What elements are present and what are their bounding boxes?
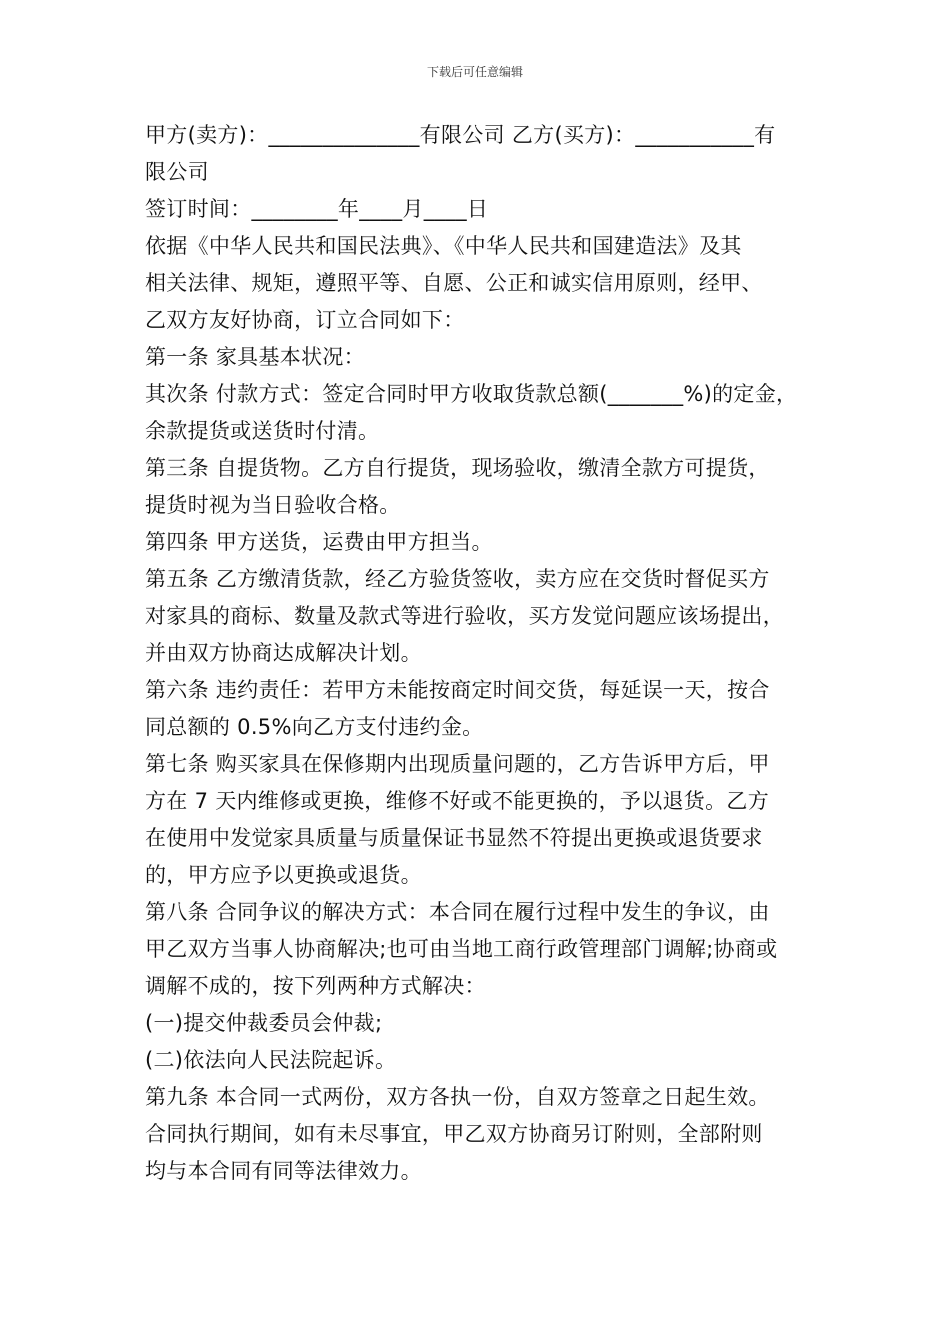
doc-line-article-7: 在使用中发觉家具质量与质量保证书显然不符提出更换或退货要求 xyxy=(145,826,763,850)
doc-line-party-info: 甲方(卖方)：______________有限公司 乙方(买方)：___________有 xyxy=(145,123,776,147)
doc-line-article-1: 第一条 家具基本状况： xyxy=(145,345,365,369)
document-body xyxy=(145,117,825,1190)
doc-line-article-2: 其次条 付款方式：签定合同时甲方收取货款总额(_______%)的定金， xyxy=(145,382,798,406)
doc-line-article-8: 调解不成的，按下列两种方式解决： xyxy=(145,974,486,998)
doc-line-article-5: 对家具的商标、数量及款式等进行验收，买方发觉问题应该场提出， xyxy=(145,604,784,628)
doc-line-article-3: 提货时视为当日验收合格。 xyxy=(145,493,401,517)
doc-line-article-8: 第八条 合同争议的解决方式：本合同在履行过程中发生的争议，由 xyxy=(145,900,770,924)
doc-line-article-9: 合同执行期间，如有未尽事宜，甲乙双方协商另订附则，全部附则 xyxy=(145,1122,763,1146)
doc-line-preamble: 乙双方友好协商，订立合同如下： xyxy=(145,308,465,332)
doc-line-article-7: 的，甲方应予以更换或退货。 xyxy=(145,863,422,887)
doc-line-article-2: 余款提货或送货时付清。 xyxy=(145,419,380,443)
doc-line-article-7: 方在 7 天内维修或更换，维修不好或不能更换的，予以退货。乙方 xyxy=(145,789,770,813)
doc-line-preamble: 依据《中华人民共和国民法典》、《中华人民共和国建造法》及其 xyxy=(145,234,742,258)
doc-line-article-4: 第四条 甲方送货，运费由甲方担当。 xyxy=(145,530,493,554)
page-header: 下载后可任意编辑 xyxy=(426,65,523,79)
doc-line-sign-date: 签订时间：________年____月____日 xyxy=(145,197,489,221)
doc-line-article-3: 第三条 自提货物。乙方自行提货，现场验收，缴清全款方可提货， xyxy=(145,456,770,480)
doc-line-preamble: 相关法律、规矩，遵照平等、自愿、公正和诚实信用原则，经甲、 xyxy=(145,271,763,295)
doc-line-article-9: 均与本合同有同等法律效力。 xyxy=(145,1159,422,1183)
doc-line-article-6: 第六条 违约责任：若甲方未能按商定时间交货，每延误一天，按合 xyxy=(145,678,770,702)
doc-line-option-2: (二)依法向人民法院起诉。 xyxy=(145,1048,397,1072)
doc-line-article-9: 第九条 本合同一式两份，双方各执一份，自双方签章之日起生效。 xyxy=(145,1085,770,1109)
doc-line-article-5: 第五条 乙方缴清货款，经乙方验货签收，卖方应在交货时督促买方 xyxy=(145,567,770,591)
doc-line-party-info-cont: 限公司 xyxy=(145,160,209,184)
doc-line-article-6: 同总额的 0.5%向乙方支付违约金。 xyxy=(145,715,484,739)
doc-line-option-1: (一)提交仲裁委员会仲裁; xyxy=(145,1011,383,1035)
doc-line-article-8: 甲乙双方当事人协商解决;也可由当地工商行政管理部门调解;协商或 xyxy=(145,937,778,961)
doc-line-article-7: 第七条 购买家具在保修期内出现质量问题的，乙方告诉甲方后，甲 xyxy=(145,752,770,776)
doc-line-article-5: 并由双方协商达成解决计划。 xyxy=(145,641,422,665)
